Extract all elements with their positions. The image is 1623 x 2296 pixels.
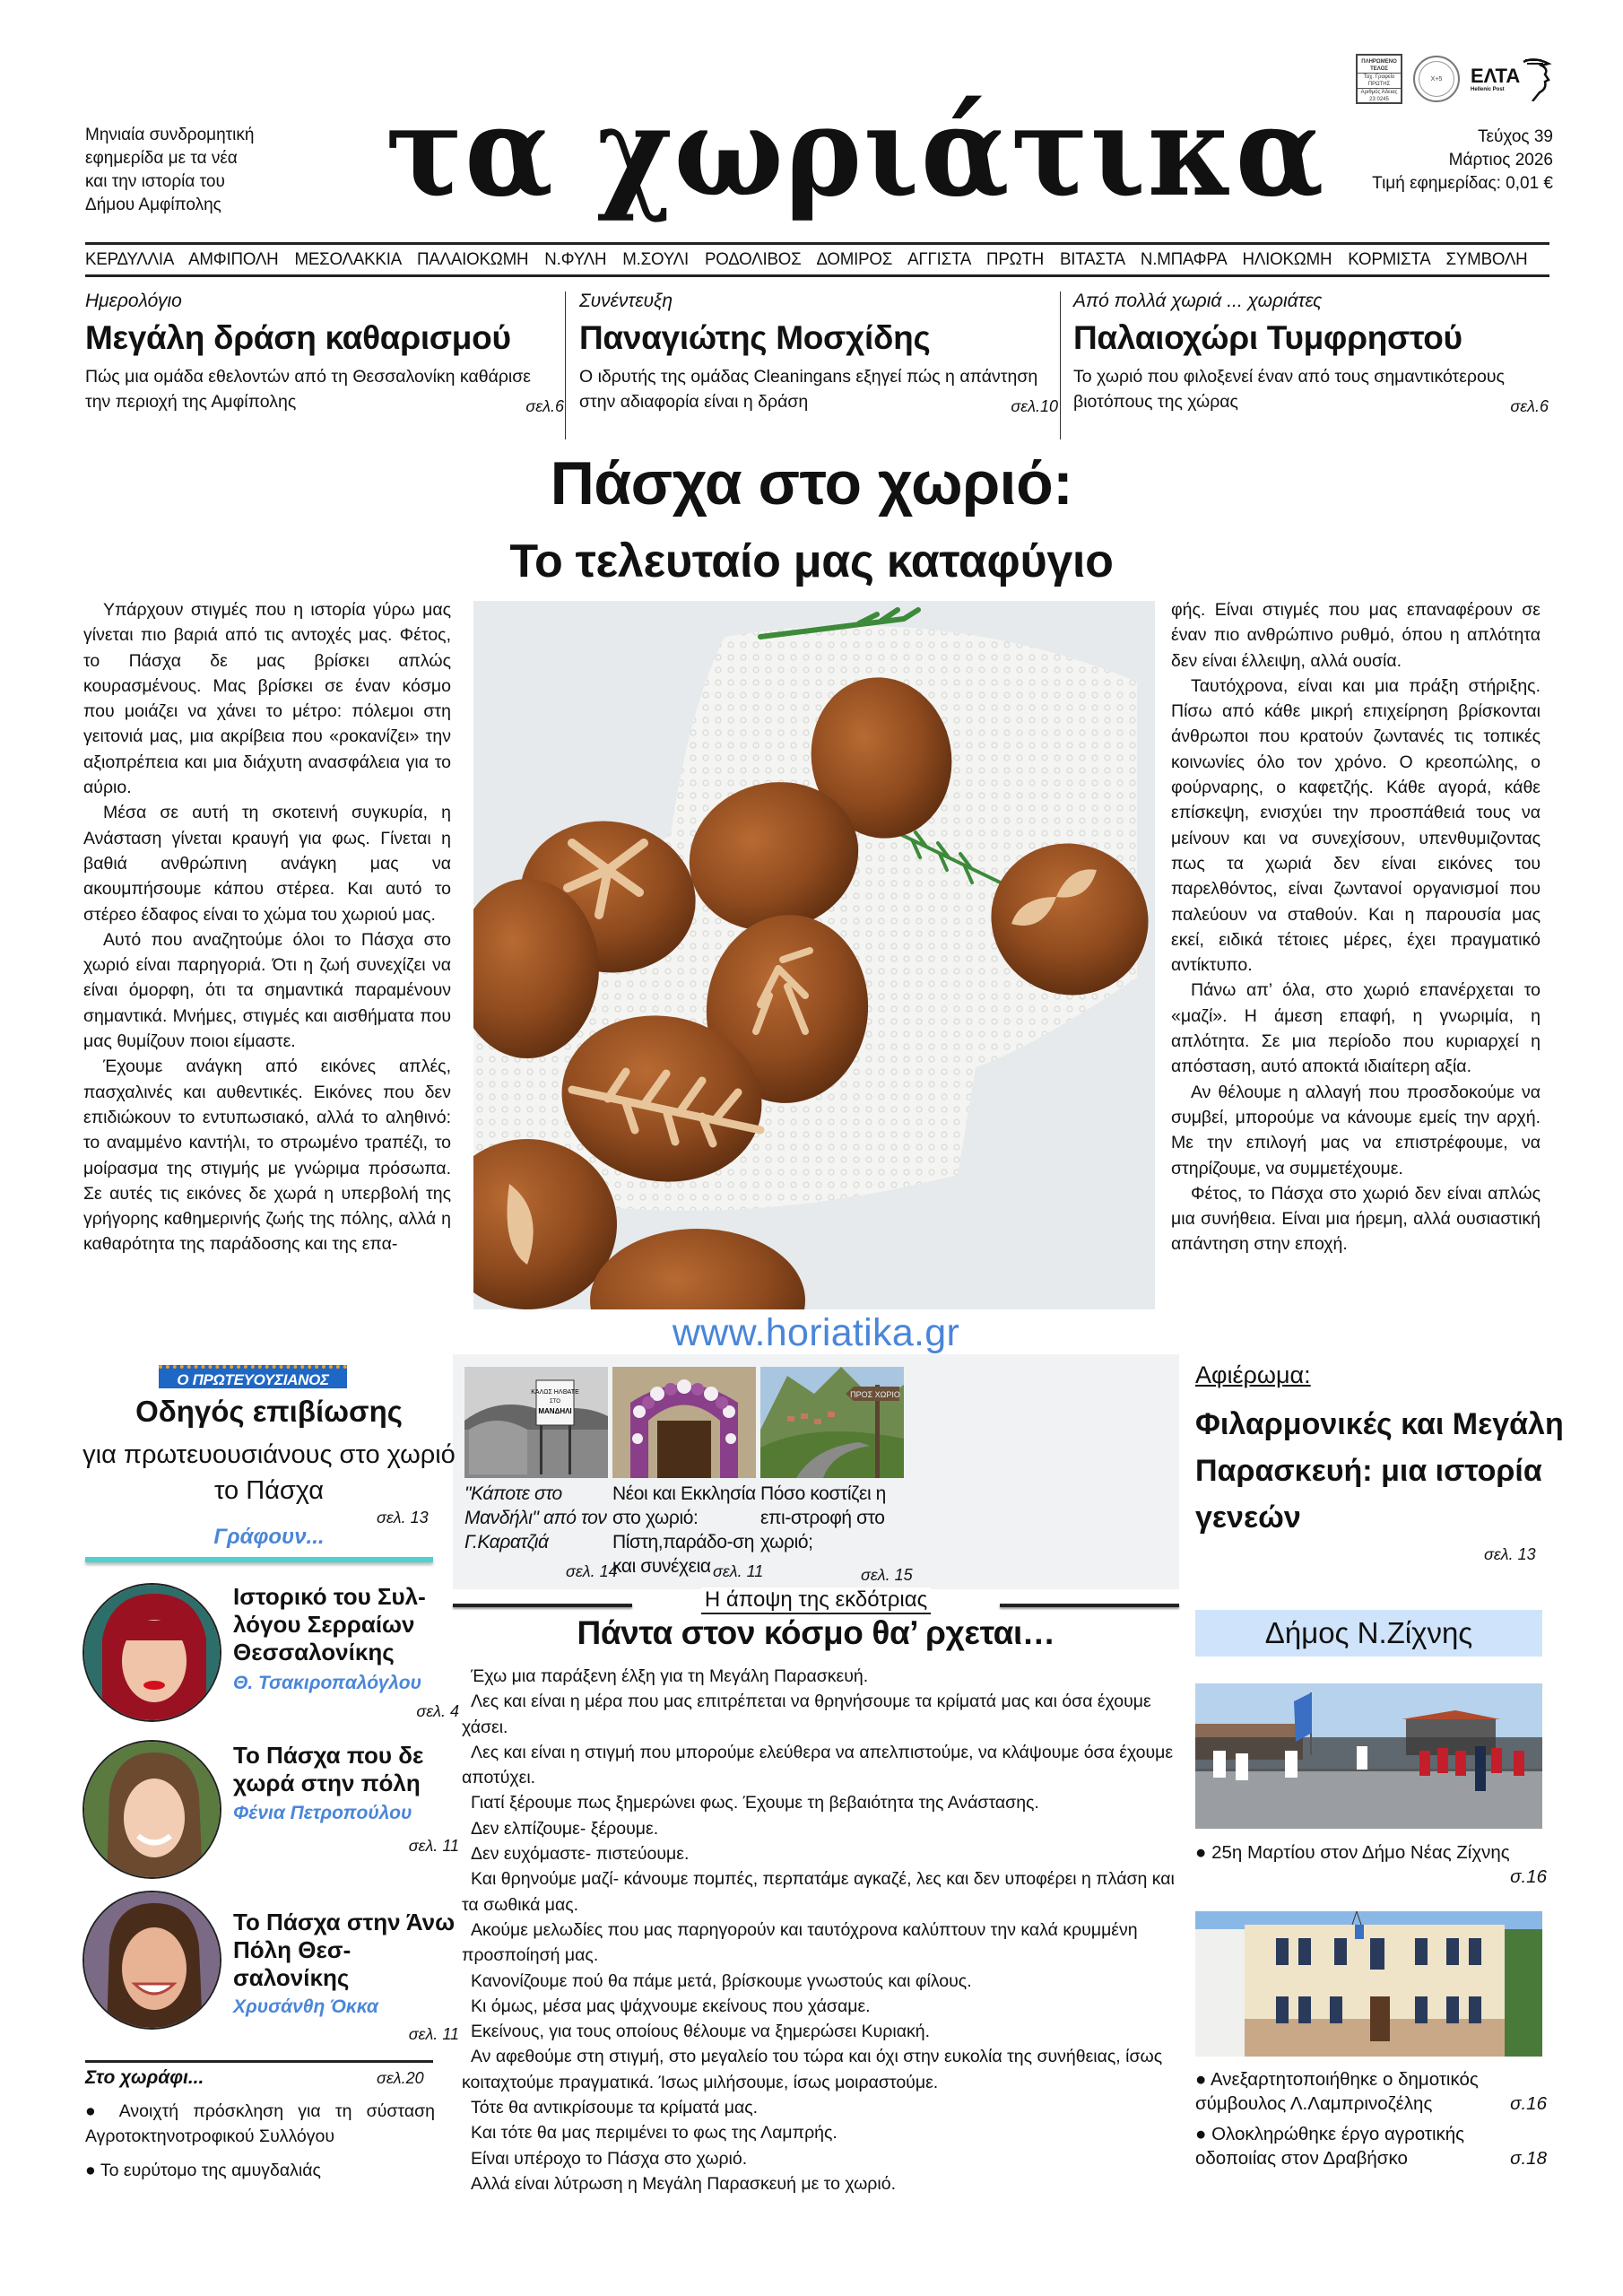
avatar [82,1583,221,1722]
feature-label: Αφιέρωμα: [1195,1361,1311,1388]
author-item[interactable] [82,1891,459,2043]
road-sign-photo[interactable] [760,1367,904,1478]
page-ref: σ.16 [1510,1866,1547,1887]
page-ref: σελ.6 [1510,397,1549,415]
page-ref: σελ. 13 [1484,1545,1536,1563]
section-divider [85,2060,433,2063]
masthead-rule-bottom [85,274,1549,277]
page-ref: σελ. 11 [408,1837,459,1855]
column-divider [565,291,566,439]
svg-text:ΚΑΛΩΣ ΗΛΘΑΤΕ: ΚΑΛΩΣ ΗΛΘΑΤΕ [531,1389,579,1396]
list-item[interactable]: ● Το ευρύτομο της αμυγδαλιάς [85,2161,321,2180]
editor-body: Έχω μια παράξενη έλξη για τη Μεγάλη Παρασκευή. Λες και είναι η μέρα που μας επιτρέπεται να θρηνήσουμε τα κρίματά μας και όσα έχουμε χάσει. Λες και είναι η στιγμή που μπορούμε ελεύθερα να απελπιστούμε, να κλάψουμε όσα έχουμε αποτύχει. Γιατί ξέρουμε πως ξημερώνει φως. Έχουμε τη βεβαιότητα της Ανάστασης. Δεν ελπίζουμε- ξέρουμε. Δεν ευχόμαστε- πιστεύουμε. Και θρηνούμε μαζί- κάνουμε πομπές, περπατάμε αγκαζέ, λες και δεν υποφέρει η πλάση και τα σωθικά μας. Ακούμε μελωδίες που μας παρηγορούν και ταυτόχρονα καλύπτουν την καλά κρυμμένη προσποίησή μας. Κανονίζουμε πού θα πάμε μετά, βρίσκουμε γνωστούς και φίλους. Κι όμως, μέσα μας ψάχνουμε εκείνους που χάσαμε. Εκείνους, για τους οποίους θέλουμε να ξημερώσει Κυριακή. Αν αφεθούμε στη στιγμή, στο μεγαλείο του τώρα και όχι στην ευκολία της συνήθειας, ίσως κοιταχτούμε πραγματικά. Ίσως μιλήσουμε, ίσως μοιραστούμε. Τότε θα αντικρίσουμε τα κρίματά μας. Και τότε θα μας περιμένει το φως της Λαμπρής. Είναι υπέροχο το Πάσχα στο χωριό. Αλλά είναι λύτρωση η Μεγάλη Παρασκευή με το χωριό. [462,1666,1175,2194]
church-flowers-photo[interactable] [612,1367,756,1478]
teaser-title: Μεγάλη δράση καθαρισμού [85,319,511,356]
guide-title[interactable]: Οδηγός επιβίωσης [135,1395,403,1428]
svg-text:ΜΑΝΔΗΛΙ: ΜΑΝΔΗΛΙ [538,1407,572,1415]
teaser-interview[interactable]: Συνέντευξη Παναγιώτης Μοσχίδης Ο ιδρυτής της ομάδας Cleaningans εξηγεί πώς η απάντηση στην αδιαφορία είναι η δράση σελ.10 [579,291,1058,415]
page-ref: σελ. 14 [566,1562,618,1580]
masthead-rule-top [85,242,1549,245]
hermes-head-icon [1522,57,1552,101]
editor-title: Πάντα στον κόσμο θα’ ρχεται… [577,1614,1055,1651]
lead-body-left: Υπάρχουν στιγμές που η ιστορία γύρω μας γίνεται πιο βαριά από τις αντοχές μας. Φέτος, το Πάσχα δε μας βρίσκει απλώς κουρασμένους. Μας βρίσκει σε έναν κόσμο που μοιάζει να χάνει το μέτρο: πόλεμοι στη γειτονιά μας, μια ακρίβεια που «ροκανίζει» την αξιοπρέπεια και μια διάχυτη ανασφάλεια για το αύριο. Μέσα σε αυτή τη σκοτεινή συγκυρία, η Ανάσταση γίνεται κραυγή για φως. Γίνεται η βαθιά ανθρώπινη ανάγκη μας να ακουμπήσουμε κάπου στέρεα. Και αυτό το στέρεο έδαφος είναι το χώμα του χωριού μας. Αυτό που αναζητούμε όλοι το Πάσχα στο χωριό είναι παρηγοριά. Ότι η ζωή συνεχίζει να είναι όμορφη, ότι τα σημαντικά παραμένουν σημαντικά. Μνήμες, στιγμές και αισθήματα που μας θυμίζουν ποιοι είμαστε. Έχουμε ανάγκη από εικόνες απλές, πασχαλινές και αυθεντικές. Εικόνες που δεν επιδιώκουν το εντυπωσιακό, αλλά το αληθινό: το αναμμένο καντήλι, το στρωμένο τραπέζι, το μοίρασμα της στιγμής με γνώριμα πρόσωπα. Σε αυτές τις εικόνες δε χωρά η υπερβολή της γρήγορης καθημερινής ζωής της πόλης, αλλά η καθαρότητα της παράδοσης και της επα- [83,600,451,1255]
author-name: Θ. Τσακιροπαλόγλου [233,1673,422,1693]
easter-eggs-photo [473,601,1155,1309]
avatar [82,1891,221,2030]
website-link[interactable]: www.horiatika.gr [672,1311,960,1354]
column-divider [1060,291,1061,439]
page-ref: σελ.6 [525,397,564,415]
page-ref: σελ. 4 [416,1702,459,1720]
related-stories-strip [453,1354,1179,1589]
field-news-list [85,2099,435,2192]
author-name: Χρυσάνθη Όκκα [233,1996,378,2017]
list-item[interactable]: ● Ανοιχτή πρόσκληση για τη σύσταση Αγροτοκτηνοτροφικού Συλλόγου [85,2101,435,2146]
page-ref: σελ. 13 [377,1509,429,1526]
svg-text:ΣΤΟ: ΣΤΟ [550,1399,560,1405]
page-ref: σ.18 [1510,2148,1547,2169]
press-post-stamp: Χ+5 [1413,56,1460,102]
lead-body-right: φής. Είναι στιγμές που μας επαναφέρουν σε έναν πιο ανθρώπινο ρυθμό, όπου η απλότητα δεν είναι έλλειψη, αλλά ουσία. Ταυτόχρονα, είναι και μια πράξη στήριξης. Πίσω από κάθε μικρή επιχείρηση βρίσκονται άνθρωποι που κρατούν ζωντανές τις τοπικές κοινωνίες όλο τον χρόνο. Ο κρεοπώλης, ο φούρναρης, ο καφετζής. Κάθε αγορά, κάθε επίσκεψη, ενισχύει την προσπάθειά τους να μείνουν και να συνεχίσουν, υπενθυμιζοντας πως τα χωριά δεν είναι εικόνες του παρελθόντος, είναι ζωντανοί οργανισμοί που παλεύουν να σταθούν. Και η παρουσία μας εκεί, ειδικά τέτοιες μέρες, έχει πραγματικό αντίκτυπο. Πάνω απ’ όλα, στο χωριό επανέρχεται το «μαζί». Η άμεση επαφή, η γνωριμία, η απλότητα. Σε μια περίοδο που κυριαρχεί η απόσταση, αυτό αποκτά ιδιαίτερη αξία. Αν θέλουμε η αλλαγή που προσδοκούμε να συμβεί, μπορούμε να κάνουμε εμείς την αρχή. Με την επιλογή μας να επιστρέφουμε, να στηρίζουμε, να συμμετέχουμε. Φέτος, το Πάσχα στο χωριό δεν είναι απλώς μια συνήθεια. Είναι μια ήρεμη, αλλά ουσιαστική απάντηση στην εποχή. [1171,600,1541,1255]
issue-date: Μάρτιος 2026 [1448,151,1553,170]
lead-subheadline: Το τελευταίο μας καταφύγιο [509,535,1114,587]
author-article-title: Το Πάσχα που δε χωρά στην πόλη [233,1742,424,1796]
municipality-news-item[interactable]: σ.18 ● Ολοκληρώθηκε έργο αγροτικής οδοποιίας στον Δραβήσκο [1195,2124,1547,2169]
teaser-title: Παναγιώτης Μοσχίδης [579,319,931,356]
section-divider [85,1557,433,1562]
elta-logo: ΕΛΤΑ Hellenic Post [1471,57,1552,101]
page-ref: σελ. 15 [861,1566,913,1584]
protevousianos-badge: Ο ΠΡΩΤΕΥΟΥΣΙΑΝΟΣ [159,1365,347,1388]
feature-title[interactable]: Φιλαρμονικές και Μεγάλη Παρασκευή: μια ιστορία γενεών [1195,1407,1564,1535]
author-article-title: Το Πάσχα στην Άνω Πόλη Θεσ-σαλονίκης [233,1909,456,1991]
guide-subtitle: για πρωτευουσιάνους στο χωριό το Πάσχα [82,1440,456,1505]
editor-section-label: Η άποψη της εκδότριας [453,1587,1179,1614]
teaser-village[interactable]: Από πολλά χωριά ... χωριάτες Παλαιοχώρι Τυμφρηστού Το χωριό που φιλοξενεί έναν από τους σημαντικότερους βιοτόπους της χώρας σελ.6 [1073,291,1549,415]
avatar [82,1740,221,1879]
thumb-caption: "Κάποτε στο Μανδήλι" από τον Γ.Καρατζιά [464,1483,607,1552]
thumb-caption: Νέοι και Εκκλησία στο χωριό: Πίστη,παράδο-ση και συνέχεια [612,1483,756,1577]
svg-text:ΠΡΟΣ ΧΩΡΙΟ: ΠΡΟΣ ΧΩΡΙΟ [850,1390,900,1399]
municipality-news-item[interactable]: σ.16 ● 25η Μαρτίου στον Δήμο Νέας Ζίχνης [1195,1842,1547,1887]
paid-postage-stamp: ΠΛΗΡΩΜΕΝΟ ΤΕΛΟΣ Ταχ. Γραφείο ΠΡΩΤΗΣ Αριθμός Άδειας 23 0245 [1356,54,1402,104]
writers-heading: Γράφουν... [213,1525,325,1549]
author-item[interactable] [82,1583,459,1726]
villages-strip: ΚΕΡΔΥΛΛΙΑ ΑΜΦΙΠΟΛΗ ΜΕΣΟΛΑΚΚΙΑ ΠΑΛΑΙΟΚΩΜΗ Ν.ΦΥΛΗ Μ.ΣΟΥΛΙ ΡΟΔΟΛΙΒΟΣ ΔΟΜΙΡΟΣ ΑΓΓΙΣΤΑ ΠΡΩΤΗ ΒΙΤΑΣΤΑ Ν.ΜΠΑΦΡΑ ΗΛΙΟΚΩΜΗ ΚΟΡΜΙΣΤΑ ΣΥΜΒΟΛΗ [85,250,1528,269]
page-ref: σ.16 [1510,2093,1547,2114]
page-ref: σελ.10 [1011,397,1058,415]
page-ref: σελ.20 [377,2069,424,2087]
town-hall-photo [1195,1911,1542,2057]
issue-price: Τιμή εφημερίδας: 0,01 € [1372,174,1553,193]
page-ref: σελ. 11 [408,2025,459,2043]
municipality-heading: Δήμος Ν.Ζίχνης [1195,1610,1542,1657]
field-section-heading: Στο χωράφι... [85,2067,204,2088]
newspaper-logo: τα χωριάτικα [386,78,1326,224]
teaser-cleanup[interactable]: Ημερολόγιο Μεγάλη δράση καθαρισμού Πώς μια ομάδα εθελοντών από τη Θεσσαλονίκη καθάρισε την περιοχή της Αμφίπολης σελ.6 [85,291,564,415]
lead-headline: Πάσχα στο χωριό: [550,449,1073,517]
author-name: Φένια Πετροπούλου [233,1803,412,1823]
teaser-title: Παλαιοχώρι Τυμφρηστού [1073,319,1462,356]
page-ref: σελ. 11 [713,1562,764,1580]
issue-info [1372,126,1553,196]
author-item[interactable] [82,1740,459,1883]
masthead-tagline: Μηνιαία συνδρομητική εφημερίδα με τα νέα και την ιστορία του Δήμου Αμφίπολης [85,126,255,214]
thumb-caption: Πόσο κοστίζει η επι-στροφή στο χωριό; [760,1483,886,1552]
issue-number: Τεύχος 39 [1478,127,1553,146]
mandili-photo[interactable] [464,1367,608,1478]
parade-photo [1195,1683,1542,1829]
postal-stamps [1356,54,1552,104]
author-article-title: Ιστορικό του Συλ-λόγου Σερραίων Θεσσαλονίκης [233,1583,426,1665]
municipality-news-item[interactable]: σ.16 ● Ανεξαρτητοποιήθηκε ο δημοτικός σύμβουλος Λ.Λαμπρινοζέλης [1195,2069,1547,2114]
